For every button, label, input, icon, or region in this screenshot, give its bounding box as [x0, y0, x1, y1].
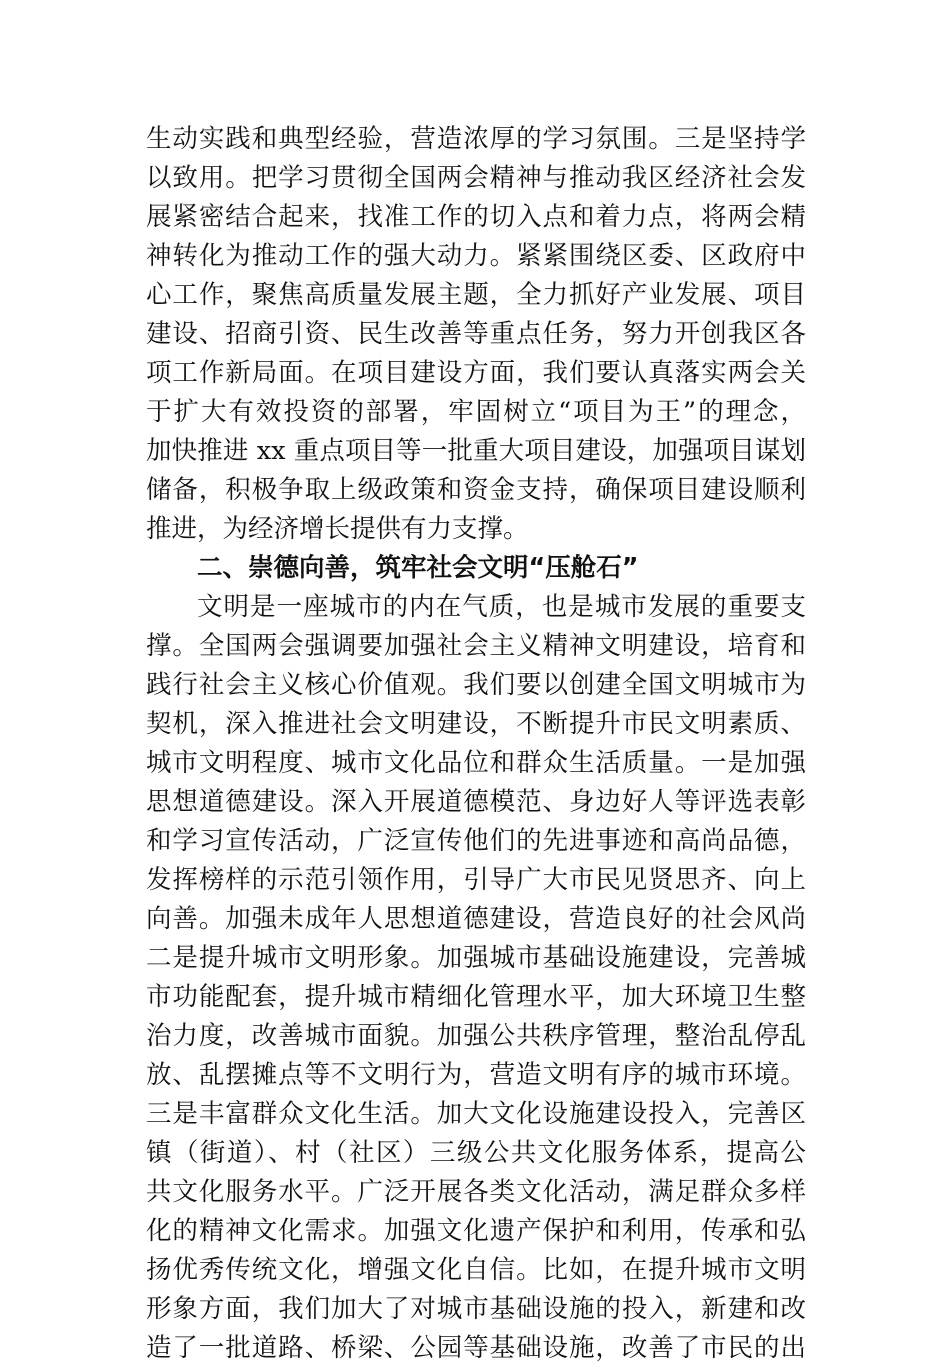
paragraph-line: 展紧密结合起来，找准工作的切入点和着力点，将两会精	[146, 202, 806, 232]
paragraph-line: 生动实践和典型经验，营造浓厚的学习氛围。三是坚持学	[146, 124, 806, 154]
paragraph-line: 造了一批道路、桥梁、公园等基础设施，改善了市民的出	[146, 1333, 806, 1363]
paragraph-line: 契机，深入推进社会文明建设，不断提升市民文明素质、	[146, 709, 806, 739]
paragraph-line: 心工作，聚焦高质量发展主题，全力抓好产业发展、项目	[146, 280, 806, 310]
paragraph-line: 放、乱摆摊点等不文明行为，营造文明有序的城市环境。	[146, 1060, 806, 1090]
paragraph-line: 化的精神文化需求。加强文化遗产保护和利用，传承和弘	[146, 1216, 806, 1246]
paragraph-line: 思想道德建设。深入开展道德模范、身边好人等评选表彰	[146, 787, 806, 817]
paragraph-line: 向善。加强未成年人思想道德建设，营造良好的社会风尚	[146, 904, 806, 934]
document-body	[146, 120, 806, 1368]
paragraph-line: 共文化服务水平。广泛开展各类文化活动，满足群众多样	[146, 1177, 806, 1207]
paragraph-line: 以致用。把学习贯彻全国两会精神与推动我区经济社会发	[146, 163, 806, 193]
paragraph-line: 三是丰富群众文化生活。加大文化设施建设投入，完善区	[146, 1099, 806, 1129]
paragraph-line: 市功能配套，提升城市精细化管理水平，加大环境卫生整	[146, 982, 806, 1012]
paragraph-line: 治力度，改善城市面貌。加强公共秩序管理，整治乱停乱	[146, 1021, 806, 1051]
paragraph-line: 于扩大有效投资的部署，牢固树立“项目为王”的理念，	[146, 397, 806, 427]
paragraph-line: 加快推进 xx 重点项目等一批重大项目建设，加强项目谋划	[146, 436, 806, 466]
paragraph-line: 项工作新局面。在项目建设方面，我们要认真落实两会关	[146, 358, 806, 388]
paragraph-line: 践行社会主义核心价值观。我们要以创建全国文明城市为	[146, 670, 806, 700]
paragraph-line: 和学习宣传活动，广泛宣传他们的先进事迹和高尚品德，	[146, 826, 806, 856]
paragraph-line: 形象方面，我们加大了对城市基础设施的投入，新建和改	[146, 1294, 806, 1324]
paragraph-line: 发挥榜样的示范引领作用，引导广大市民见贤思齐、向上	[146, 865, 806, 895]
paragraph-line: 神转化为推动工作的强大动力。紧紧围绕区委、区政府中	[146, 241, 806, 271]
section-heading: 二、崇德向善，筑牢社会文明“压舱石”	[197, 553, 639, 583]
paragraph-line: 撑。全国两会强调要加强社会主义精神文明建设，培育和	[146, 631, 806, 661]
paragraph-line: 推进，为经济增长提供有力支撑。	[146, 514, 529, 544]
paragraph-line: 城市文明程度、城市文化品位和群众生活质量。一是加强	[146, 748, 806, 778]
paragraph-line: 二是提升城市文明形象。加强城市基础设施建设，完善城	[146, 943, 806, 973]
paragraph-line: 储备，积极争取上级政策和资金支持，确保项目建设顺利	[146, 475, 806, 505]
paragraph-line: 建设、招商引资、民生改善等重点任务，努力开创我区各	[146, 319, 806, 349]
paragraph-first-line: 文明是一座城市的内在气质，也是城市发展的重要支	[197, 592, 806, 622]
paragraph-line: 镇（街道）、村（社区）三级公共文化服务体系，提高公	[146, 1138, 806, 1168]
paragraph-line: 扬优秀传统文化，增强文化自信。比如，在提升城市文明	[146, 1255, 806, 1285]
